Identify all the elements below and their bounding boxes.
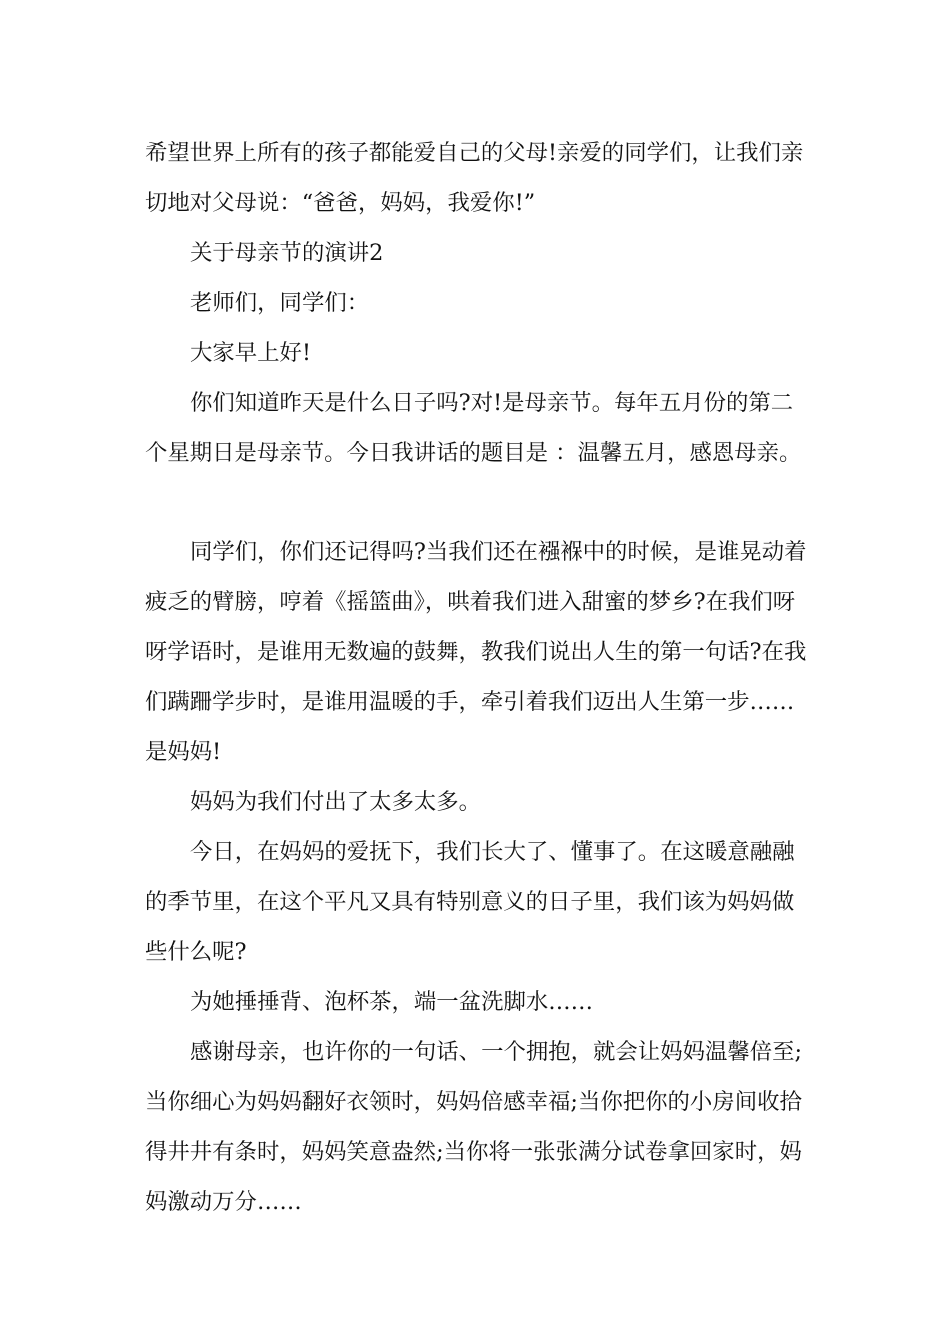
greeting: 大家早上好!	[190, 340, 311, 366]
paragraph-line: 当你细心为妈妈翻好衣领时，妈妈倍感幸福;当你把你的小房间收拾	[145, 1089, 802, 1115]
paragraph-line: 妈激动万分……	[145, 1189, 302, 1215]
paragraph-line: 为她捶捶背、泡杯茶，端一盆洗脚水……	[190, 989, 594, 1015]
paragraph-line: 呀学语时，是谁用无数遍的鼓舞，教我们说出人生的第一句话?在我	[145, 639, 807, 665]
paragraph-line: 同学们，你们还记得吗?当我们还在襁褓中的时候，是谁晃动着	[190, 539, 807, 565]
paragraph-line: 希望世界上所有的孩子都能爱自己的父母!亲爱的同学们，让我们亲	[145, 140, 804, 166]
paragraph-line: 得井井有条时，妈妈笑意盎然;当你将一张张满分试卷拿回家时，妈	[145, 1139, 802, 1165]
paragraph-line: 你们知道昨天是什么日子吗?对!是母亲节。每年五月份的第二	[190, 390, 794, 416]
paragraph-line: 感谢母亲，也许你的一句话、一个拥抱，就会让妈妈温馨倍至;	[190, 1039, 803, 1065]
salutation: 老师们，同学们：	[190, 290, 370, 316]
paragraph-line: 的季节里，在这个平凡又具有特别意义的日子里，我们该为妈妈做	[145, 889, 795, 915]
speech-title: 关于母亲节的演讲2	[190, 240, 384, 266]
paragraph-line: 个星期日是母亲节。今日我讲话的题目是 ：温馨五月，感恩母亲。	[145, 440, 802, 466]
paragraph-line: 些什么呢?	[145, 939, 247, 965]
paragraph-line: 疲乏的臂膀，哼着《摇篮曲》，哄着我们进入甜蜜的梦乡?在我们呀	[145, 589, 796, 615]
paragraph-line: 今日，在妈妈的爱抚下，我们长大了、懂事了。在这暖意融融	[190, 839, 795, 865]
paragraph-line: 们蹒跚学步时，是谁用温暖的手，牵引着我们迈出人生第一步……	[145, 689, 795, 715]
paragraph-line: 妈妈为我们付出了太多太多。	[190, 789, 482, 815]
paragraph-line: 切地对父母说：“爸爸，妈妈，我爱你!”	[145, 190, 536, 216]
paragraph-line: 是妈妈!	[145, 739, 222, 765]
